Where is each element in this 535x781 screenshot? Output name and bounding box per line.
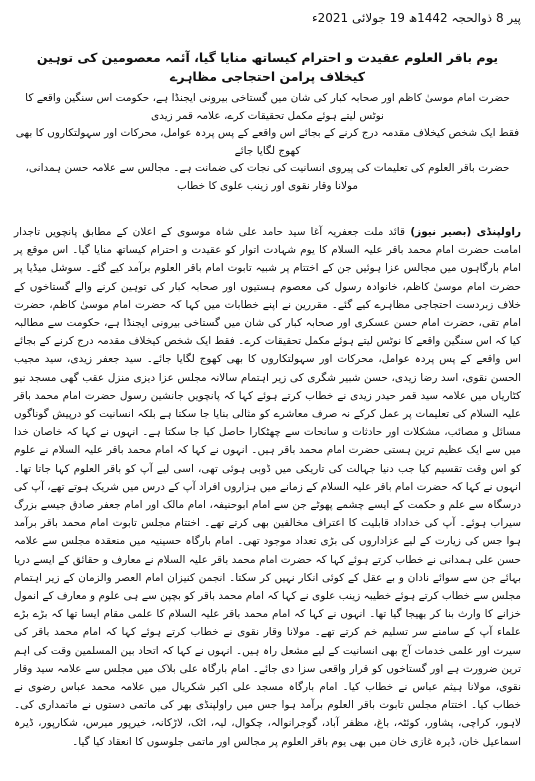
dateline: پیر 8 ذوالحجہ 1442ھ 19 جولائی 2021ء [312,11,521,25]
subheadline-3: حضرت باقر العلوم کی تعلیمات کی پیروی انسانیت کی نجات کی ضمانت ہے۔ مجالس سے علامہ حسن ہمدانی، مولانا وقار نقوی اور زینب علوی کا خطاب [25,162,510,192]
article-dateline: راولپنڈی (بصیر نیوز) [405,226,521,238]
subheadline-1: حضرت امام موسیٰ کاظم اور صحابہ کبار کی شان میں گستاخی بیرونی ایجنڈا ہے، حکومت اس سنگین واقعے کا نوٹس لیتے ہوئے مکمل تحقیقات کرے، علامہ قمر زیدی [25,92,510,122]
subheadline-2: فقط ایک شخص کیخلاف مقدمہ درج کرنے کے بجائے اس واقعے کے پس پردہ عوامل، محرکات اور سہولتکاروں کا بھی کھوج لگایا جائے [15,127,520,157]
article-paragraph [14,223,521,751]
article-body [14,223,521,751]
article-text: قائد ملت جعفریہ آغا سید حامد علی شاہ موسوی کے اعلان کے مطابق پانچویں تاجدار امامت حضرت امام محمد باقر علیہ السلام کا یوم شہادت اتوار کو عقیدت و احترام کیساتھ منایا گیا۔ اس موقع پر امام بارگاہوں میں مجالس عزا ہوئیں جن کے اختتام پر شبیہ تابوت امام باقر العلوم برآمد کیے گئے۔ سوشل میڈیا پر حضرت امام موسیٰ کاظم، خانوادہ رسول کی معصوم ہستیوں اور صحابہ کبار کی توہین کرنے والے گستاخوں کے خلاف زبردست احتجاجی مظاہرے کیے گئے۔ مقررین نے اپنے خطابات میں کہا کہ حضرت امام موسیٰ کاظم، حضرت امام تقی، حضرت امام حسن عسکری اور صحابہ کبار کی شان میں گستاخی بیرونی ایجنڈا ہے، حکومت سے مطالبہ کیا کہ اس سنگین واقعے کا نوٹس لیتے ہوئے مکمل تحقیقات کرے۔ فقط ایک شخص کیخلاف مقدمہ درج کرنے کے بجائے اس واقعے کے پس پردہ عوامل، محرکات اور سہولتکاروں کا بھی کھوج لگایا جائے۔ سید جعفر زیدی، سید مجیب الحسن نقوی، اسد رضا زیدی، حسن شبیر شگری کی زیر اہتمام سالانہ مجلس عزا دیزی منزل عقب گھی مسجد نیو کٹاریاں میں علامہ سید قمر حیدر زیدی نے خطاب کرتے ہوئے کہا کہ پانچویں جانشین رسول حضرت امام محمد باقر علیہ السلام کی تعلیمات پر عمل کرکے نہ صرف معاشرے کو مثالی بنایا جا سکتا ہے بلکہ انسانیت کو درپیش گوناگوں مسائل و مصائب، مشکلات اور حادثات و سانحات سے چھٹکارا حاصل کیا جا سکتا ہے۔ انہوں نے کہا کہ خاصان خدا میں سے ایک عظیم ترین ہستی حضرت امام محمد باقر ہیں۔ انہوں نے کہا کہ امام محمد باقر علیہ السلام نے علوم کو اس وقت تقسیم کیا جب دنیا جہالت کی تاریکی میں ڈوبی ہوئی تھی، اسی لیے آپ کو باقر العلوم کہا جاتا تھا۔ انہوں نے کہا کہ حضرت امام باقر علیہ السلام کے زمانے میں ہزاروں افراد آپ کے درس میں شریک ہوتے تھے، آپ کی درسگاہ سے علم و حکمت کے ایسے چشمے پھوٹے جن سے امام ابوحنیفہ، امام مالک اور امام جعفر صادق جیسے بزرگ سیراب ہوئے۔ آپ کی خداداد قابلیت کا اعتراف مخالفین بھی کرتے تھے۔ اختتام مجلس تابوت امام محمد باقر برآمد ہوا جس کی زیارت کے لیے عزاداروں کی بڑی تعداد موجود تھی۔ امام بارگاہ حسینیہ میں منعقدہ مجلس سے علامہ حسن علی ہمدانی نے خطاب کرتے ہوئے کہا کہ حضرت امام محمد باقر علیہ السلام نے معارف و حقائق کے ایسے دریا بہائے جن سے سوائے نادان و بے عقل کے کوئی انکار نہیں کر سکتا۔ انجمن کنیزان امام العصر والزمان کے زیر اہتمام مجلس سے خطاب کرتے ہوئے خطیبہ زینب علوی نے کہا کہ امام محمد باقر کو بچپن سے ہی علوم و معارف کے انمول خزانے کا وارث بنا کر بھیجا گیا تھا۔ انہوں نے کہا کہ امام محمد باقر علیہ السلام کا علمی مقام ایسا تھا کہ بڑے بڑے علماء آپ کے سامنے سر تسلیم خم کرتے تھے۔ مولانا وقار نقوی نے خطاب کرتے ہوئے کہا کہ امام محمد باقر کی سیرت اور علمی خدمات آج بھی انسانیت کے لیے مشعل راہ ہیں۔ انہوں نے کہا کہ اتحاد بین المسلمین وقت کی اہم ترین ضرورت ہے اور گستاخوں کو قرار واقعی سزا دی جائے۔ امام بارگاہ علی بلاک میں مجلس سے علامہ سید وقار نقوی، مولانا ہیثم عباس نے خطاب کیا۔ امام بارگاہ مسجد علی اکبر شکریال میں علامہ محمد عباس رضوی نے خطاب کیا۔ اختتام مجلس تابوت باقر العلوم برآمد ہوا جس میں راولپنڈی بھر کی ماتمی دستوں نے ماتمداری کی۔ لاہور، کراچی، پشاور، کوئٹہ، باغ، مظفر آباد، گوجرانوالہ، چکوال، لیہ، اٹک، لاڑکانہ، خیرپور میرس، شکارپور، ڈیرہ اسماعیل خان، ڈیرہ غازی خان میں بھی یوم باقر العلوم پر مجالس اور ماتمی جلوسوں کا انعقاد کیا گیا۔ [14,226,521,748]
spacer [14,195,521,223]
headline: یوم باقر العلوم عقیدت و احترام کیساتھ منایا گیا، آئمہ معصومین کی توہین کیخلاف پرامن احتجاجی مظاہرے [36,50,499,84]
subheadline-block [14,90,521,195]
